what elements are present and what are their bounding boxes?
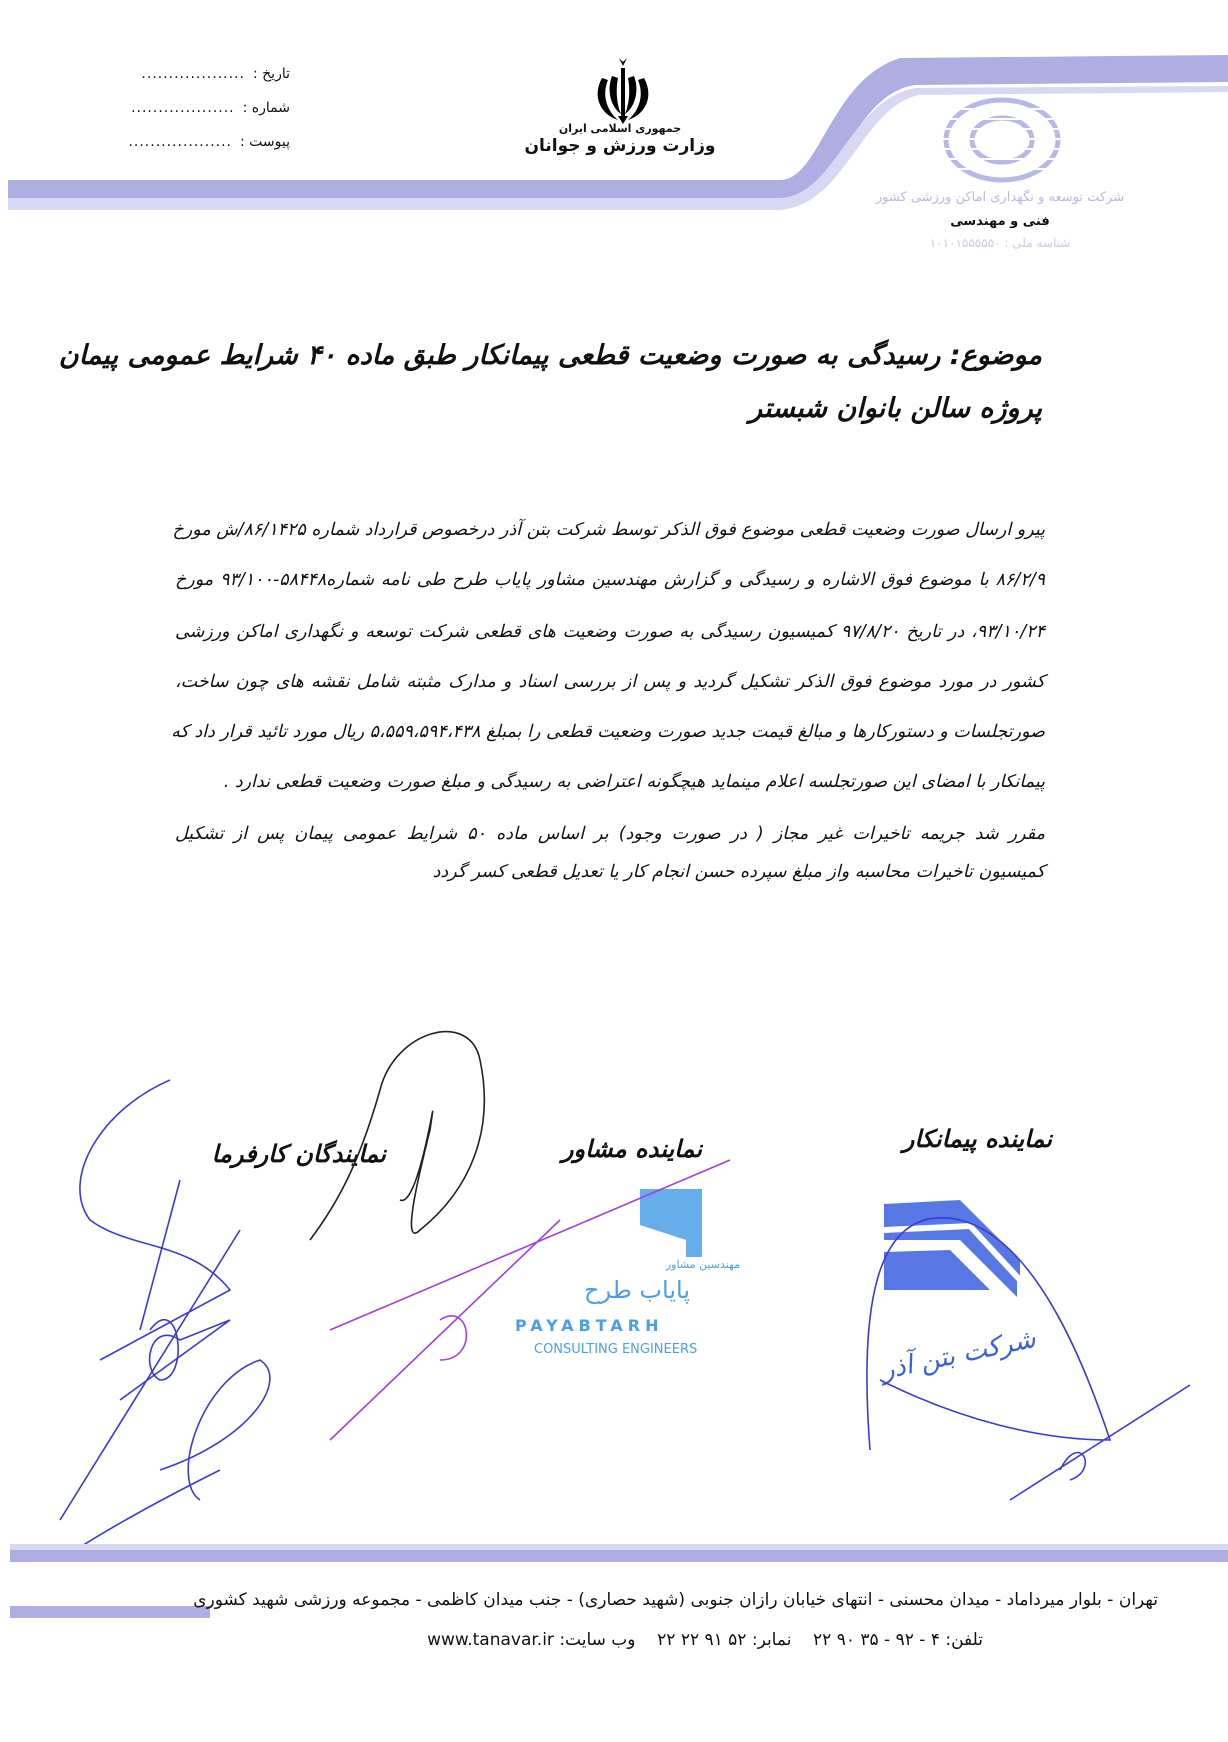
national-id: شناسه ملی : ۱۰۱۰۱۵۵۵۵۵۰ xyxy=(929,236,1071,250)
ministry-name: وزارت ورزش و جوانان xyxy=(524,136,716,156)
company-name: شرکت توسعه و نگهداری اماکن ورزشی کشور xyxy=(875,190,1125,205)
footer-website[interactable]: www.tanavar.ir xyxy=(427,1630,554,1650)
body-line: ۸۶/۲/۹ با موضوع فوق الاشاره و رسیدگی و گزارش مهندسین مشاور پایاب طرح طی نامه شماره۵۸۴۴۸-۹۳/۱۰۰ مورخ xyxy=(175,570,1045,590)
iran-emblem-icon xyxy=(588,58,658,124)
consultant-stamp-small: مهندسین مشاور xyxy=(665,1258,740,1271)
handwritten-signatures xyxy=(0,1000,1228,1560)
date-field xyxy=(80,66,290,82)
number-field xyxy=(80,100,290,116)
attachment-field xyxy=(80,134,290,150)
department-name: فنی و مهندسی xyxy=(950,214,1050,229)
consultant-signature-label: نماینده مشاور xyxy=(561,1135,702,1163)
footer-band xyxy=(0,1540,1228,1580)
date-label: تاریخ : xyxy=(252,66,290,82)
footer-address: تهران - بلوار میرداماد - میدان محسنی - انتهای خیابان رازان جنوبی (شهید حصاری) - جنب میدان کاظمی - مجموعه ورزشی شهید کشوری xyxy=(193,1590,1158,1610)
subject-line: موضوع: رسیدگی به صورت وضعیت قطعی پیمانکار طبق ماده ۴۰ شرایط عمومی پیمان xyxy=(58,340,1042,371)
consultant-stamp-sub: CONSULTING ENGINEERS xyxy=(534,1342,698,1357)
number-value: ................... xyxy=(131,100,235,116)
body-line: ۹۳/۱۰/۲۴، در تاریخ ۹۷/۸/۲۰ کمیسیون رسیدگی به صورت وضعیت های قطعی شرکت توسعه و نگهداری اماکن ورزشی xyxy=(175,622,1045,642)
footer-phone: تلفن: ۴ - ۹۲ - ۳۵ ۹۰ ۲۲ xyxy=(813,1630,983,1650)
company-logo-icon xyxy=(940,95,1065,185)
attachment-label: پیوست : xyxy=(240,134,290,150)
footer-contact xyxy=(427,1630,983,1650)
employer-signature-label: نمایندگان کارفرما xyxy=(211,1140,386,1168)
note-line: مقرر شد جریمه تاخیرات غیر مجاز ( در صورت وجود) بر اساس ماده ۵۰ شرایط عمومی پیمان پس از تشکیل xyxy=(175,824,1046,844)
project-name: پروژه سالن بانوان شبستر xyxy=(749,393,1042,424)
footer-website-label: وب سایت: xyxy=(559,1630,636,1650)
number-label: شماره : xyxy=(242,100,290,116)
body-line: کشور در مورد موضوع فوق الذکر تشکیل گردید و پس از بررسی اسناد و مدارک مثبته شامل نقشه های چون ساخت، xyxy=(175,672,1045,692)
note-line: کمیسیون تاخیرات محاسبه واز مبلغ سپرده حسن انجام کار یا تعدیل قطعی کسر گردد xyxy=(432,862,1045,882)
body-line: پیرو ارسال صورت وضعیت قطعی موضوع فوق الذکر توسط شرکت بتن آذر درخصوص قرارداد شماره ۸۶/۱۴۲۵/ش مورخ xyxy=(172,520,1045,540)
body-line: صورتجلسات و دستورکارها و مبالغ قیمت جدید صورت وضعیت قطعی را بمبلغ ۵،۵۵۹،۵۹۴،۴۳۸ ریال مورد تائید قرار داد که xyxy=(171,722,1045,742)
attachment-value: ................... xyxy=(128,134,232,150)
consultant-stamp-fa: پایاب طرح xyxy=(583,1276,690,1304)
date-value: ................... xyxy=(141,66,245,82)
contractor-signature-label: نماینده پیمانکار xyxy=(902,1125,1052,1153)
country-name: جمهوری اسلامی ایران xyxy=(558,122,682,135)
consultant-stamp-en: PAYABTARH xyxy=(515,1316,664,1335)
body-line: پیمانکار با امضای این صورتجلسه اعلام مینماید هیچگونه اعتراضی به رسیدگی و مبلغ صورت وضعیت قطعی ندارد . xyxy=(223,772,1045,792)
contractor-stamp-text: شرکت بتن آذر xyxy=(878,1324,1039,1386)
footer-fax: نمابر: ۵۲ ۹۱ ۲۲ ۲۲ xyxy=(657,1630,792,1650)
